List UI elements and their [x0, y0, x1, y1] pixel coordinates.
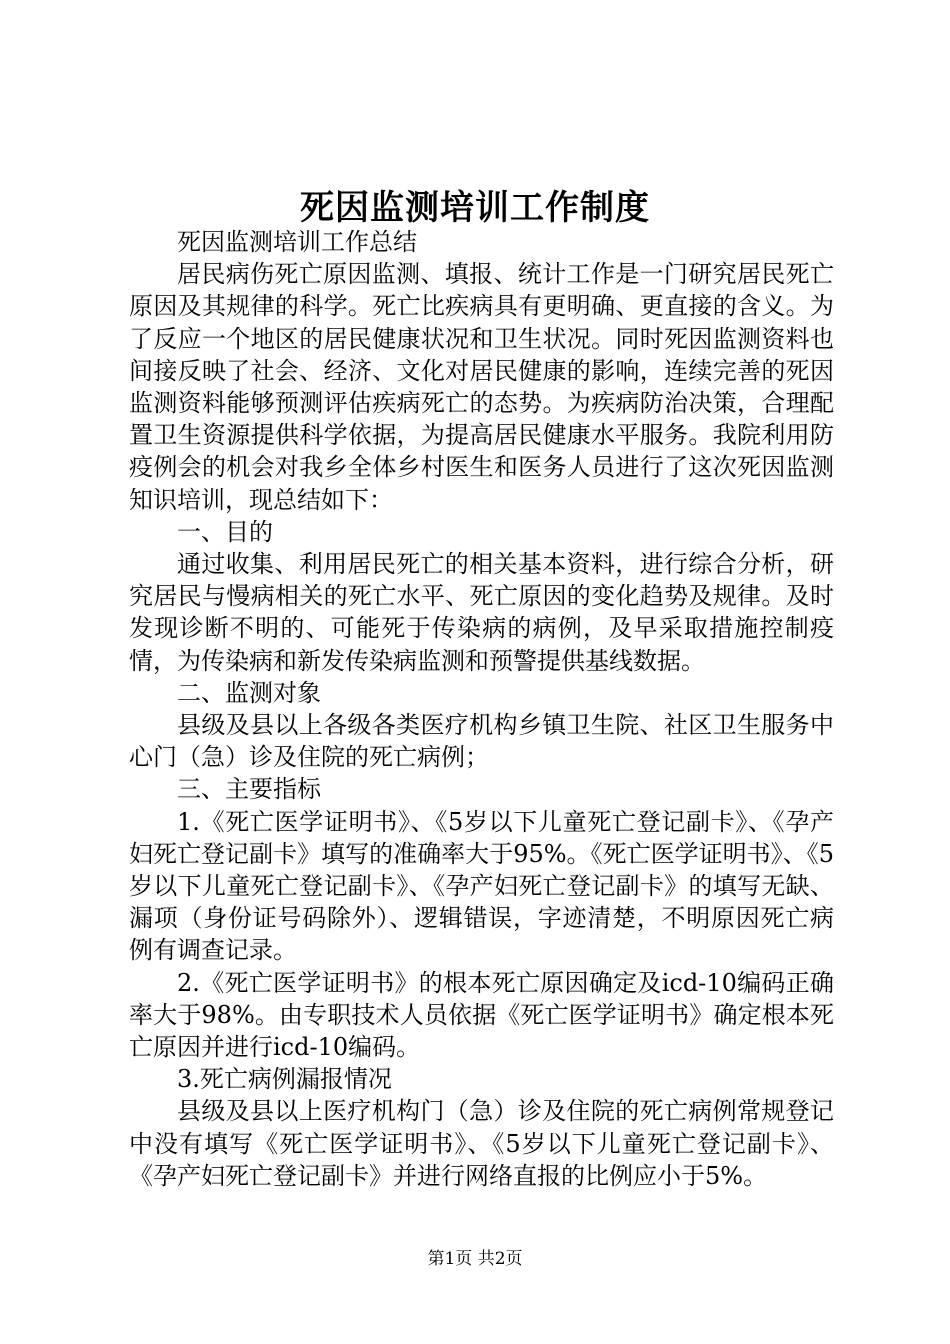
section-heading-targets: 二、监测对象	[177, 678, 321, 707]
paragraph-indicator-1: 1.《死亡医学证明书》、《5岁以下儿童死亡登记副卡》、《孕产妇死亡登记副卡》填写的准确率大于95%。《死亡医学证明书》、《5岁以下儿童死亡登记副卡》、《孕产妇死亡登记副卡》的填写无缺、漏项（身份证号码除外）、逻辑错误，字迹清楚，不明原因死亡病例有调查记录。	[129, 807, 834, 965]
paragraph-indicator-3: 县级及县以上医疗机构门（急）诊及住院的死亡病例常规登记中没有填写《死亡医学证明书》、《5岁以下儿童死亡登记副卡》、《孕产妇死亡登记副卡》并进行网络直报的比例应小于5%。	[129, 1097, 834, 1190]
section-heading-purpose: 一、目的	[177, 517, 273, 546]
section-heading-indicators: 三、主要指标	[177, 775, 321, 804]
paragraph-summary-heading: 死因监测培训工作总结	[177, 228, 417, 256]
document-title: 死因监测培训工作制度	[300, 188, 650, 228]
paragraph-intro: 居民病伤死亡原因监测、填报、统计工作是一门研究居民死亡原因及其规律的科学。死亡比疾病具有更明确、更直接的含义。为了反应一个地区的居民健康状况和卫生状况。同时死因监测资料也间接反映了社会、经济、文化对居民健康的影响，连续完善的死因监测资料能够预测评估疾病死亡的态势。为疾病防治决策，合理配置卫生资源提供科学依据，为提高居民健康水平服务。我院利用防疫例会的机会对我乡全体乡村医生和医务人员进行了这次死因监测知识培训，现总结如下：	[129, 260, 834, 514]
document-body	[129, 226, 834, 1192]
page-footer: 第1页 共2页	[427, 1249, 523, 1269]
paragraph-purpose: 通过收集、利用居民死亡的相关基本资料，进行综合分析，研究居民与慢病相关的死亡水平、死亡原因的变化趋势及规律。及时发现诊断不明的、可能死于传染病的病例，及早采取措施控制疫情，为传染病和新发传染病监测和预警提供基线数据。	[129, 550, 834, 675]
paragraph-targets: 县级及县以上各级各类医疗机构乡镇卫生院、社区卫生服务中心门（急）诊及住院的死亡病例；	[129, 711, 834, 772]
paragraph-indicator-3-heading: 3.死亡病例漏报情况	[177, 1065, 392, 1094]
paragraph-indicator-2: 2.《死亡医学证明书》的根本死亡原因确定及icd-10编码正确率大于98%。由专职技术人员依据《死亡医学证明书》确定根本死亡原因并进行icd-10编码。	[129, 968, 834, 1062]
